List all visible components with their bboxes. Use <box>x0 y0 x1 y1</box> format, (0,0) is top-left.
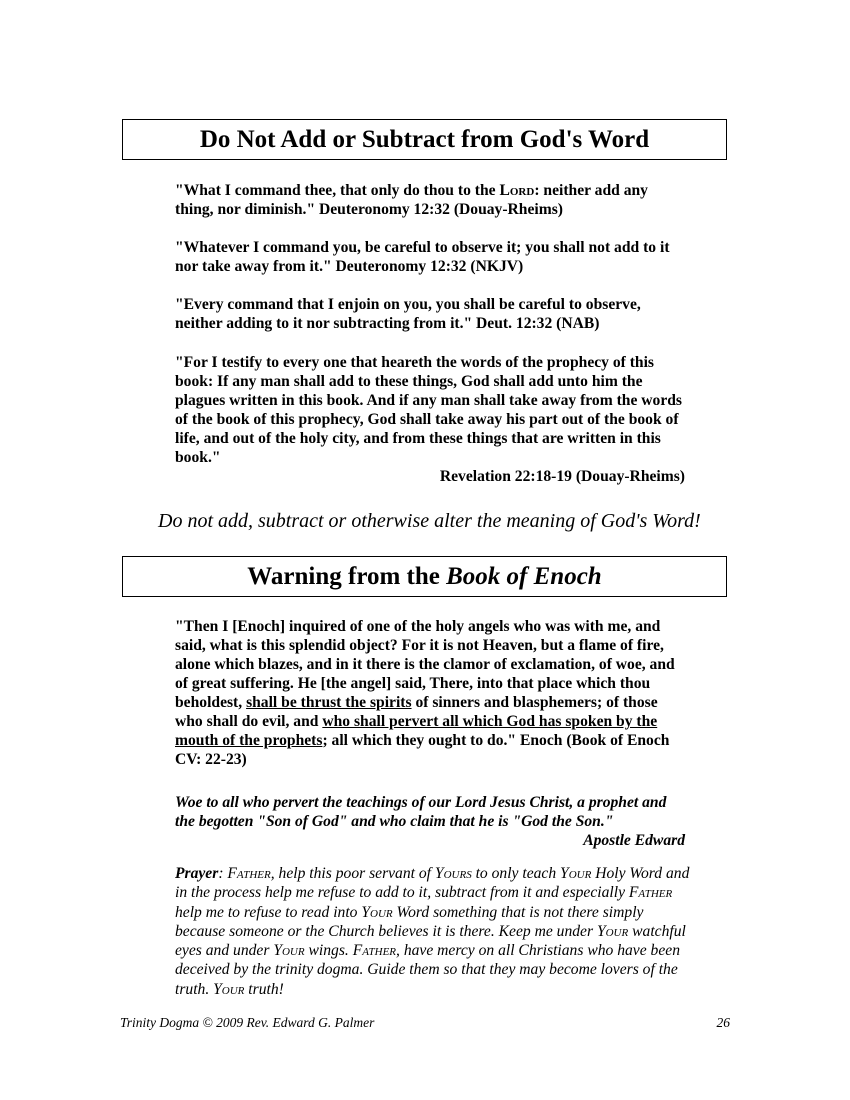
quote-text: : neither add any thing, nor diminish." Deuteronomy 12:32 (Douay-Rheims) <box>175 182 648 218</box>
quote-deut-nab <box>175 295 685 333</box>
section-title: Do Not Add or Subtract from God's Word <box>199 126 650 153</box>
section-title: Warning from the Book of Enoch <box>247 563 602 590</box>
quote-text: "For I testify to every one that heareth the words of the prophecy of this book: If any man shall add to these things, God shall add unto him the plagues written in this book. And if any man shall take away from the words of the book of this prophecy, God shall take away his part out of the book of life, and out of the holy city, and from these things that are written in this book." <box>175 354 683 466</box>
quote-text: "Every command that I enjoin on you, you shall be careful to observe, neither adding to it nor subtracting from it." Deut. 12:32 (NAB) <box>175 296 641 332</box>
book-title-italic: Book of Enoch <box>446 563 602 590</box>
quote-reference: Revelation 22:18-19 (Douay-Rheims) <box>439 468 685 485</box>
quote-text: "Whatever I command you, be careful to observe it; you shall not add to it nor take away from it." Deuteronomy 12:32 (NKJV) <box>175 239 670 275</box>
footer-copyright: Trinity Dogma © 2009 Rev. Edward G. Palmer <box>120 1015 375 1030</box>
quote-enoch: "Then I [Enoch] inquired of one of the holy angels who was with me, and said, what is this splendid object? For it is not Heaven, but a flame of fire, alone which blazes, and in it there is the clamor of exclamation, of woe, and of great suffering. He [the angel] said, There, into that place which thou beholdest, shall be thrust the spirits of sinners and blasphemers; of those who shall do evil, and who shall pervert all which God has spoken by the mouth of the prophets; all which they ought to do." Enoch (Book of Enoch CV: 22-23) <box>175 618 675 768</box>
section-title-box <box>122 556 727 597</box>
section-title-box <box>122 119 727 160</box>
quote-text: "What I command thee, that only do thou to the <box>175 182 500 199</box>
lord-smallcaps: Lord <box>499 182 535 199</box>
quote-deut-douay <box>175 181 685 219</box>
quote-revelation <box>175 353 685 486</box>
signature: Apostle Edward <box>583 832 685 849</box>
woe-statement <box>175 793 685 850</box>
summary-line: Do not add, subtract or otherwise alter the meaning of God's Word! <box>158 510 701 532</box>
prayer-paragraph: Prayer: Father, help this poor servant of Yours to only teach Your Holy Word and in the process help me refuse to add to it, subtract from it and especially Father help me to refuse to read into Your Word something that is not there simply because someone or the Church believes it is there. Keep me under Your watchful eyes and under Your wings. Father, have mercy on all Christians who have been deceived by the trinity dogma. Guide them so that they may become lovers of the truth. Your truth! <box>175 865 690 998</box>
underlined-phrase: shall be thrust the spirits <box>246 694 412 711</box>
quote-deut-nkjv <box>175 238 685 276</box>
underlined-phrase: who shall pervert all which God has spoken by the mouth of the prophets <box>175 713 658 749</box>
page-number: 26 <box>716 1015 730 1030</box>
woe-text: Woe to all who pervert the teachings of our Lord Jesus Christ, a prophet and the begotten "Son of God" and who claim that he is "God the Son." <box>175 794 667 830</box>
prayer-label: Prayer <box>175 865 219 882</box>
